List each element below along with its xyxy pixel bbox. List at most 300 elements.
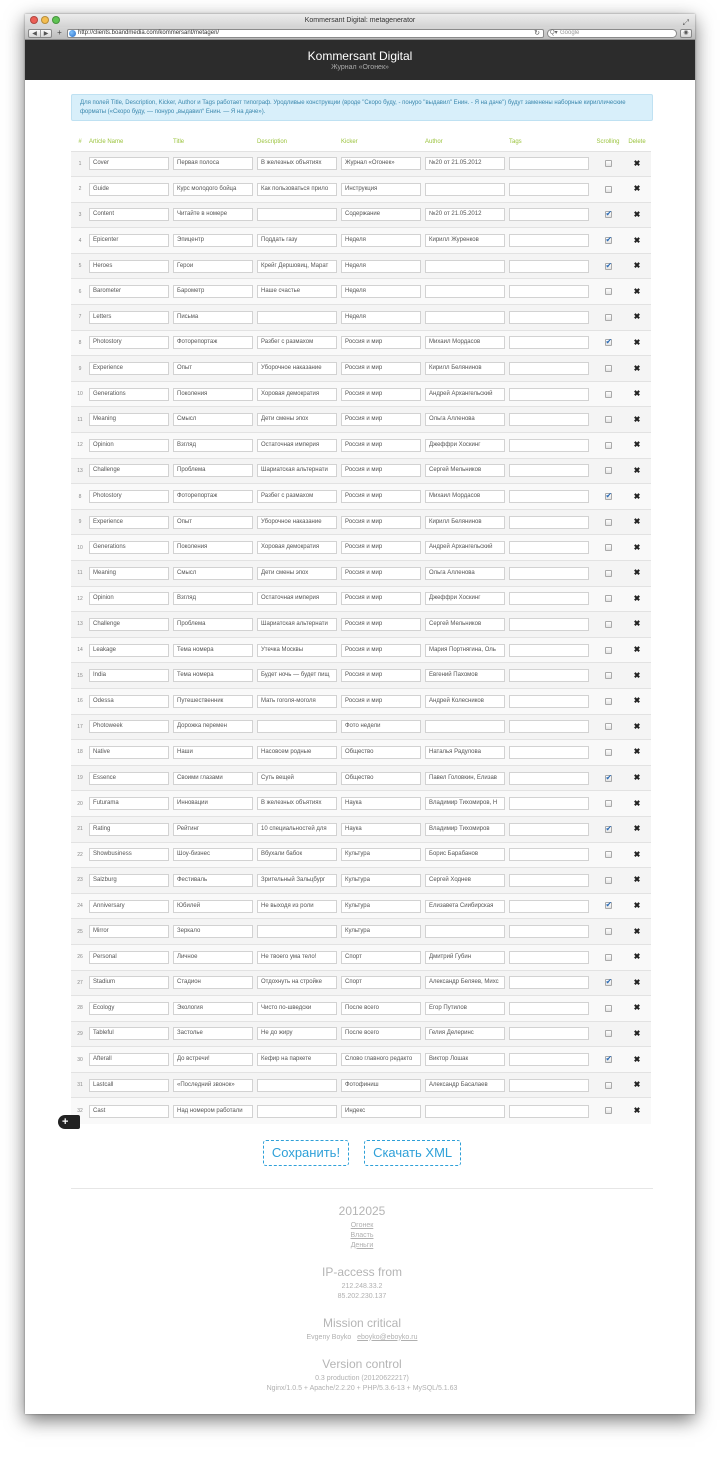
scrolling-checkbox[interactable] [605,979,612,986]
tags-input[interactable] [509,874,589,887]
title-input[interactable]: Инновации [173,797,253,810]
delete-row-icon[interactable]: ✖ [633,645,641,655]
delete-row-icon[interactable]: ✖ [633,337,641,347]
kicker-input[interactable]: Неделя [341,311,421,324]
kicker-input[interactable]: Россия и мир [341,644,421,657]
scrolling-checkbox[interactable] [605,1107,612,1114]
author-input[interactable]: Андрей Архангельский [425,388,505,401]
author-input[interactable]: Егор Путилов [425,1002,505,1015]
article-input[interactable]: Meaning [89,567,169,580]
title-input[interactable]: Фоторепортаж [173,490,253,503]
scrolling-checkbox[interactable] [605,1030,612,1037]
description-input[interactable]: Хоровая демократия [257,388,337,401]
article-input[interactable]: Content [89,208,169,221]
article-input[interactable]: Futurama [89,797,169,810]
minimize-window-icon[interactable] [41,16,49,24]
article-input[interactable]: Guide [89,183,169,196]
kicker-input[interactable]: Россия и мир [341,516,421,529]
description-input[interactable]: Шариатская альтернати [257,618,337,631]
author-input[interactable] [425,260,505,273]
author-input[interactable]: Сергей Ходнев [425,874,505,887]
save-button[interactable]: Сохранить! [263,1140,349,1166]
scrolling-checkbox[interactable] [605,672,612,679]
delete-row-icon[interactable]: ✖ [633,235,641,245]
scrolling-checkbox[interactable] [605,186,612,193]
add-row-button[interactable] [58,1115,80,1129]
scrolling-checkbox[interactable] [605,800,612,807]
scrolling-checkbox[interactable] [605,928,612,935]
article-input[interactable]: Tableful [89,1027,169,1040]
kicker-input[interactable]: Россия и мир [341,388,421,401]
delete-row-icon[interactable]: ✖ [633,312,641,322]
delete-row-icon[interactable]: ✖ [633,465,641,475]
title-input[interactable]: Взгляд [173,439,253,452]
title-input[interactable]: Поколения [173,388,253,401]
article-input[interactable]: Leakage [89,644,169,657]
kicker-input[interactable]: Содержание [341,208,421,221]
kicker-input[interactable]: Россия и мир [341,413,421,426]
delete-row-icon[interactable]: ✖ [633,517,641,527]
footer-link-ogonek[interactable]: Огонек [350,1221,374,1229]
author-input[interactable]: Владимир Тихомиров, Н [425,797,505,810]
tags-input[interactable] [509,695,589,708]
title-input[interactable]: Смысл [173,567,253,580]
title-input[interactable]: Взгляд [173,592,253,605]
title-input[interactable]: Дорожка перемен [173,720,253,733]
author-input[interactable] [425,285,505,298]
delete-row-icon[interactable]: ✖ [633,952,641,962]
kicker-input[interactable]: Россия и мир [341,464,421,477]
reload-icon[interactable]: ↻ [534,29,540,37]
article-input[interactable]: Mirror [89,925,169,938]
kicker-input[interactable]: Наука [341,797,421,810]
title-input[interactable]: Путешественник [173,695,253,708]
tags-input[interactable] [509,772,589,785]
scrolling-checkbox[interactable] [605,698,612,705]
author-input[interactable] [425,1105,505,1118]
delete-row-icon[interactable]: ✖ [633,491,641,501]
delete-row-icon[interactable]: ✖ [633,824,641,834]
tags-input[interactable] [509,413,589,426]
description-input[interactable]: 10 специальностей для [257,823,337,836]
add-bookmark-icon[interactable]: + [57,27,62,37]
description-input[interactable]: Как пользоваться прило [257,183,337,196]
delete-row-icon[interactable]: ✖ [633,977,641,987]
title-input[interactable]: До встречи! [173,1053,253,1066]
zoom-window-icon[interactable] [52,16,60,24]
article-input[interactable]: Lastcall [89,1079,169,1092]
tags-input[interactable] [509,1105,589,1118]
description-input[interactable]: Разбег с размахом [257,490,337,503]
kicker-input[interactable]: Общество [341,746,421,759]
scrolling-checkbox[interactable] [605,160,612,167]
delete-row-icon[interactable]: ✖ [633,363,641,373]
description-input[interactable] [257,925,337,938]
title-input[interactable]: Рейтинг [173,823,253,836]
scrolling-checkbox[interactable] [605,211,612,218]
delete-row-icon[interactable]: ✖ [633,1003,641,1013]
article-input[interactable]: Stadium [89,976,169,989]
article-input[interactable]: Epicenter [89,234,169,247]
title-input[interactable]: Личное [173,951,253,964]
description-input[interactable]: Крейг Дершовиц, Марат [257,260,337,273]
scrolling-checkbox[interactable] [605,826,612,833]
tags-input[interactable] [509,720,589,733]
article-input[interactable]: Barometer [89,285,169,298]
author-input[interactable]: Ольга Алленова [425,413,505,426]
kicker-input[interactable]: Неделя [341,234,421,247]
description-input[interactable]: Мать гоголя-моголя [257,695,337,708]
scrolling-checkbox[interactable] [605,493,612,500]
title-input[interactable]: Читайте в номере [173,208,253,221]
tags-input[interactable] [509,823,589,836]
kicker-input[interactable]: Россия и мир [341,336,421,349]
kicker-input[interactable]: Россия и мир [341,592,421,605]
author-input[interactable]: Евгений Пахомов [425,669,505,682]
author-input[interactable]: Елизавета Сиибирская [425,900,505,913]
delete-row-icon[interactable]: ✖ [633,209,641,219]
author-input[interactable]: Кирилл Белянинов [425,516,505,529]
tags-input[interactable] [509,669,589,682]
author-input[interactable]: Андрей Колесников [425,695,505,708]
author-input[interactable]: Андрей Архангельский [425,541,505,554]
description-input[interactable] [257,311,337,324]
description-input[interactable]: Отдохнуть на стройке [257,976,337,989]
description-input[interactable]: Уборочное наказание [257,516,337,529]
title-input[interactable]: Зеркало [173,925,253,938]
tags-input[interactable] [509,388,589,401]
kicker-input[interactable]: Фото недели [341,720,421,733]
scrolling-checkbox[interactable] [605,442,612,449]
tags-input[interactable] [509,311,589,324]
author-input[interactable]: Дмитрий Губин [425,951,505,964]
description-input[interactable] [257,1105,337,1118]
scrolling-checkbox[interactable] [605,544,612,551]
delete-row-icon[interactable]: ✖ [633,619,641,629]
back-icon[interactable]: ◀ [32,30,37,37]
tags-input[interactable] [509,285,589,298]
scrolling-checkbox[interactable] [605,339,612,346]
author-input[interactable]: Борис Барабанов [425,848,505,861]
tags-input[interactable] [509,951,589,964]
article-input[interactable]: India [89,669,169,682]
delete-row-icon[interactable]: ✖ [633,670,641,680]
tags-input[interactable] [509,976,589,989]
kicker-input[interactable]: Слово главного редакто [341,1053,421,1066]
description-input[interactable]: Утечка Москвы [257,644,337,657]
delete-row-icon[interactable]: ✖ [633,721,641,731]
author-input[interactable]: Михаил Мордасов [425,490,505,503]
description-input[interactable]: Зрительный Зальцбург [257,874,337,887]
article-input[interactable]: Cast [89,1105,169,1118]
scrolling-checkbox[interactable] [605,775,612,782]
address-bar[interactable] [67,29,544,38]
scrolling-checkbox[interactable] [605,314,612,321]
article-input[interactable]: Experience [89,362,169,375]
delete-row-icon[interactable]: ✖ [633,184,641,194]
delete-row-icon[interactable]: ✖ [633,798,641,808]
description-input[interactable] [257,1079,337,1092]
title-input[interactable]: Экология [173,1002,253,1015]
description-input[interactable]: Не выходя из роли [257,900,337,913]
description-input[interactable]: Вбухали бабок [257,848,337,861]
tags-input[interactable] [509,1079,589,1092]
description-input[interactable]: Будет ночь — будет пищ [257,669,337,682]
tags-input[interactable] [509,516,589,529]
tags-input[interactable] [509,1002,589,1015]
kicker-input[interactable]: Россия и мир [341,362,421,375]
author-input[interactable]: Кирилл Журенков [425,234,505,247]
author-input[interactable]: №20 от 21.05.2012 [425,157,505,170]
article-input[interactable]: Odessa [89,695,169,708]
tags-input[interactable] [509,644,589,657]
scrolling-checkbox[interactable] [605,391,612,398]
kicker-input[interactable]: Культура [341,900,421,913]
tags-input[interactable] [509,183,589,196]
scrolling-checkbox[interactable] [605,416,612,423]
title-input[interactable]: Поколения [173,541,253,554]
kicker-input[interactable]: Культура [341,925,421,938]
kicker-input[interactable]: Россия и мир [341,618,421,631]
author-input[interactable]: Виктор Лошак [425,1053,505,1066]
tags-input[interactable] [509,157,589,170]
author-input[interactable]: Наталья Радулова [425,746,505,759]
article-input[interactable]: Generations [89,388,169,401]
article-input[interactable]: Essence [89,772,169,785]
tags-input[interactable] [509,439,589,452]
delete-row-icon[interactable]: ✖ [633,1106,641,1116]
article-input[interactable]: Showbusiness [89,848,169,861]
delete-row-icon[interactable]: ✖ [633,901,641,911]
description-input[interactable]: Разбег с размахом [257,336,337,349]
title-input[interactable]: Шоу-бизнес [173,848,253,861]
description-input[interactable]: Насовсем родные [257,746,337,759]
description-input[interactable]: Остаточная империя [257,592,337,605]
tags-input[interactable] [509,336,589,349]
author-input[interactable]: №20 от 21.05.2012 [425,208,505,221]
description-input[interactable]: Остаточная империя [257,439,337,452]
scrolling-checkbox[interactable] [605,954,612,961]
scrolling-checkbox[interactable] [605,723,612,730]
author-input[interactable]: Кирилл Белянинов [425,362,505,375]
kicker-input[interactable]: Спорт [341,951,421,964]
description-input[interactable]: Кефир на паркете [257,1053,337,1066]
article-input[interactable]: Letters [89,311,169,324]
tags-input[interactable] [509,618,589,631]
delete-row-icon[interactable]: ✖ [633,286,641,296]
delete-row-icon[interactable]: ✖ [633,414,641,424]
article-input[interactable]: Experience [89,516,169,529]
author-input[interactable]: Мария Портнягина, Оль [425,644,505,657]
scrolling-checkbox[interactable] [605,1005,612,1012]
forward-icon[interactable]: ▶ [40,30,51,37]
author-input[interactable]: Павел Головкин, Елизав [425,772,505,785]
kicker-input[interactable]: Россия и мир [341,439,421,452]
title-input[interactable]: Курс молодого бойца [173,183,253,196]
article-input[interactable]: Ecology [89,1002,169,1015]
description-input[interactable]: В железных объятиях [257,797,337,810]
description-input[interactable]: Хоровая демократия [257,541,337,554]
author-input[interactable]: Джеффри Хоскинг [425,592,505,605]
author-input[interactable] [425,720,505,733]
description-input[interactable]: Поддать газу [257,234,337,247]
kicker-input[interactable]: Наука [341,823,421,836]
author-input[interactable]: Сергей Мельников [425,618,505,631]
delete-row-icon[interactable]: ✖ [633,158,641,168]
kicker-input[interactable]: После всего [341,1027,421,1040]
kicker-input[interactable]: После всего [341,1002,421,1015]
article-input[interactable]: Anniversary [89,900,169,913]
tags-input[interactable] [509,900,589,913]
search-bar[interactable] [547,29,677,38]
title-input[interactable]: Над номером работали [173,1105,253,1118]
scrolling-checkbox[interactable] [605,647,612,654]
scrolling-checkbox[interactable] [605,237,612,244]
kicker-input[interactable]: Инструкция [341,183,421,196]
title-input[interactable]: Проблема [173,618,253,631]
delete-row-icon[interactable]: ✖ [633,389,641,399]
description-input[interactable]: В железных объятиях [257,157,337,170]
description-input[interactable]: Не до жиру [257,1027,337,1040]
delete-row-icon[interactable]: ✖ [633,926,641,936]
scrolling-checkbox[interactable] [605,467,612,474]
description-input[interactable]: Суть вещей [257,772,337,785]
scrolling-checkbox[interactable] [605,1082,612,1089]
close-window-icon[interactable] [30,16,38,24]
article-input[interactable]: Cover [89,157,169,170]
author-input[interactable]: Гелия Делеринс [425,1027,505,1040]
delete-row-icon[interactable]: ✖ [633,440,641,450]
kicker-input[interactable]: Фотофиниш [341,1079,421,1092]
title-input[interactable]: Первая полоса [173,157,253,170]
scrolling-checkbox[interactable] [605,288,612,295]
article-input[interactable]: Photostory [89,490,169,503]
delete-row-icon[interactable]: ✖ [633,849,641,859]
kicker-input[interactable]: Спорт [341,976,421,989]
tags-input[interactable] [509,362,589,375]
description-input[interactable]: Не твоего ума тело! [257,951,337,964]
title-input[interactable]: Тема номера [173,669,253,682]
author-input[interactable]: Михаил Мордасов [425,336,505,349]
title-input[interactable]: Эпицентр [173,234,253,247]
delete-row-icon[interactable]: ✖ [633,773,641,783]
scrolling-checkbox[interactable] [605,877,612,884]
article-input[interactable]: Challenge [89,618,169,631]
article-input[interactable]: Salzburg [89,874,169,887]
footer-mission-email[interactable]: eboyko@eboyko.ru [357,1333,418,1341]
title-input[interactable]: Опыт [173,516,253,529]
tags-input[interactable] [509,567,589,580]
tags-input[interactable] [509,260,589,273]
author-input[interactable]: Сергей Мельников [425,464,505,477]
description-input[interactable]: Чисто по-шведски [257,1002,337,1015]
kicker-input[interactable]: Индекс [341,1105,421,1118]
delete-row-icon[interactable]: ✖ [633,593,641,603]
article-input[interactable]: Generations [89,541,169,554]
kicker-input[interactable]: Россия и мир [341,490,421,503]
scrolling-checkbox[interactable] [605,519,612,526]
scrolling-checkbox[interactable] [605,902,612,909]
article-input[interactable]: Challenge [89,464,169,477]
description-input[interactable]: Уборочное наказание [257,362,337,375]
scrolling-checkbox[interactable] [605,263,612,270]
tags-input[interactable] [509,490,589,503]
description-input[interactable]: Шариатская альтернати [257,464,337,477]
delete-row-icon[interactable]: ✖ [633,696,641,706]
tags-input[interactable] [509,797,589,810]
tags-input[interactable] [509,1027,589,1040]
page-menu-icon[interactable]: ◉ [680,29,692,38]
kicker-input[interactable]: Россия и мир [341,669,421,682]
title-input[interactable]: Смысл [173,413,253,426]
delete-row-icon[interactable]: ✖ [633,1054,641,1064]
kicker-input[interactable]: Неделя [341,285,421,298]
title-input[interactable]: Письма [173,311,253,324]
delete-row-icon[interactable]: ✖ [633,568,641,578]
author-input[interactable] [425,925,505,938]
tags-input[interactable] [509,746,589,759]
article-input[interactable]: Photoweek [89,720,169,733]
title-input[interactable]: Стадион [173,976,253,989]
kicker-input[interactable]: Культура [341,848,421,861]
scrolling-checkbox[interactable] [605,365,612,372]
kicker-input[interactable]: Журнал «Огонек» [341,157,421,170]
article-input[interactable]: Opinion [89,592,169,605]
title-input[interactable]: Опыт [173,362,253,375]
title-input[interactable]: Наши [173,746,253,759]
kicker-input[interactable]: Неделя [341,260,421,273]
author-input[interactable]: Александр Беляев, Михс [425,976,505,989]
delete-row-icon[interactable]: ✖ [633,747,641,757]
scrolling-checkbox[interactable] [605,595,612,602]
description-input[interactable]: Наше счастье [257,285,337,298]
kicker-input[interactable]: Россия и мир [341,567,421,580]
title-input[interactable]: Тема номера [173,644,253,657]
author-input[interactable]: Ольга Алленова [425,567,505,580]
tags-input[interactable] [509,464,589,477]
title-input[interactable]: Фестиваль [173,874,253,887]
article-input[interactable]: Personal [89,951,169,964]
tags-input[interactable] [509,208,589,221]
scrolling-checkbox[interactable] [605,1056,612,1063]
scrolling-checkbox[interactable] [605,851,612,858]
kicker-input[interactable]: Россия и мир [341,695,421,708]
title-input[interactable]: Застолье [173,1027,253,1040]
description-input[interactable]: Дети смены эпох [257,413,337,426]
article-input[interactable]: Meaning [89,413,169,426]
article-input[interactable]: Photostory [89,336,169,349]
delete-row-icon[interactable]: ✖ [633,875,641,885]
scrolling-checkbox[interactable] [605,749,612,756]
article-input[interactable]: Native [89,746,169,759]
author-input[interactable]: Джеффри Хоскинг [425,439,505,452]
description-input[interactable] [257,208,337,221]
article-input[interactable]: Opinion [89,439,169,452]
tags-input[interactable] [509,234,589,247]
title-input[interactable]: «Последний звонок» [173,1079,253,1092]
author-input[interactable] [425,183,505,196]
title-input[interactable]: Фоторепортаж [173,336,253,349]
kicker-input[interactable]: Культура [341,874,421,887]
article-input[interactable]: Heroes [89,260,169,273]
footer-link-vlast[interactable]: Власть [350,1231,374,1239]
author-input[interactable]: Александр Басалаев [425,1079,505,1092]
scrolling-checkbox[interactable] [605,570,612,577]
title-input[interactable]: Барометр [173,285,253,298]
author-input[interactable]: Владимир Тихомиров [425,823,505,836]
title-input[interactable]: Своими глазами [173,772,253,785]
delete-row-icon[interactable]: ✖ [633,542,641,552]
